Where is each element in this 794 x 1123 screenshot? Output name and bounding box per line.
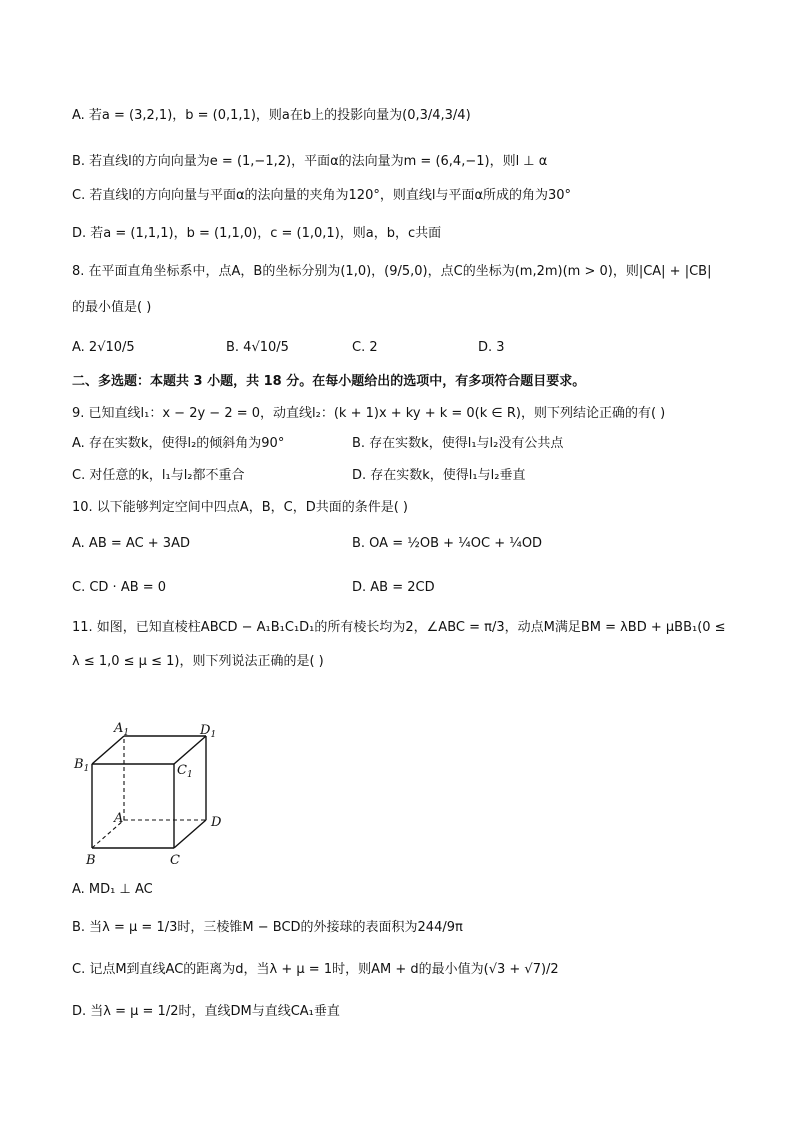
q7-option-d: D. 若a = (1,1,1)，b = (1,1,0)，c = (1,0,1)，则a，b，c共面 [72,226,442,241]
label-c: C [170,853,180,868]
q8-option-a: A. 2√10/5 [72,340,135,355]
section-heading: 二、多选题：本题共 3 小题，共 18 分。在每小题给出的选项中，有多项符合题目要求。 [72,374,586,389]
label-a: A [114,811,124,826]
q9-option-a: A. 存在实数k，使得l₂的倾斜角为90° [72,436,285,451]
q7-option-a: A. 若a = (3,2,1)，b = (0,1,1)，则a在b上的投影向量为(0,3/4,3/4) [72,108,471,123]
q11-option-d: D. 当λ = μ = 1/2时，直线DM与直线CA₁垂直 [72,1004,340,1019]
q11-stem-line2: λ ≤ 1,0 ≤ μ ≤ 1)，则下列说法正确的是( ) [72,654,324,669]
label-c1: $C_1$ [177,763,193,780]
label-b: B [86,853,96,868]
edge-c-d [174,820,206,848]
q8-option-d: D. 3 [478,340,505,355]
q8-option-c: C. 2 [352,340,378,355]
edge-b1-a1 [92,736,124,764]
q10-option-d: D. AB = 2CD [352,580,435,595]
label-b1: $B_1$ [74,757,90,774]
q9-option-c: C. 对任意的k，l₁与l₂都不重合 [72,468,245,483]
q11-option-a: A. MD₁ ⊥ AC [72,882,153,897]
label-d: D [211,815,222,830]
q10-option-b: B. OA = ½OB + ¼OC + ¼OD [352,536,543,551]
q8-stem-line1: 8. 在平面直角坐标系中，点A，B的坐标分别为(1,0)，(9/5,0)，点C的坐标为(m,2m)(m > 0)，则|CA| + |CB| [72,264,712,279]
label-a1: $A_1$ [114,721,130,738]
q8-stem-line2: 的最小值是( ) [72,300,152,315]
q10-option-c: C. CD · AB = 0 [72,580,167,595]
edge-c1-d1 [174,736,206,764]
q8-option-b: B. 4√10/5 [226,340,289,355]
prism-figure [72,718,242,870]
q9-option-d: D. 存在实数k，使得l₁与l₂垂直 [352,468,526,483]
q11-option-b: B. 当λ = μ = 1/3时，三棱锥M − BCD的外接球的表面积为244/9π [72,920,463,935]
q7-option-b: B. 若直线l的方向向量为e = (1,−1,2)，平面α的法向量为m = (6,4,−1)，则l ⊥ α [72,154,548,169]
q9-option-b: B. 存在实数k，使得l₁与l₂没有公共点 [352,436,564,451]
q11-option-c: C. 记点M到直线AC的距离为d，当λ + μ = 1时，则AM + d的最小值为(√3 + √7)/2 [72,962,559,977]
q10-option-a: A. AB = AC + 3AD [72,536,190,551]
q10-stem: 10. 以下能够判定空间中四点A，B，C，D共面的条件是( ) [72,500,408,515]
label-d1: $D_1$ [200,723,217,740]
q11-stem-line1: 11. 如图，已知直棱柱ABCD − A₁B₁C₁D₁的所有棱长均为2，∠ABC = π/3，动点M满足BM = λBD + μBB₁(0 ≤ [72,620,726,635]
q7-option-c: C. 若直线l的方向向量与平面α的法向量的夹角为120°，则直线l与平面α所成的角为30° [72,188,572,203]
q9-stem: 9. 已知直线l₁：x − 2y − 2 = 0，动直线l₂：(k + 1)x + ky + k = 0(k ∈ R)，则下列结论正确的有( ) [72,406,666,421]
